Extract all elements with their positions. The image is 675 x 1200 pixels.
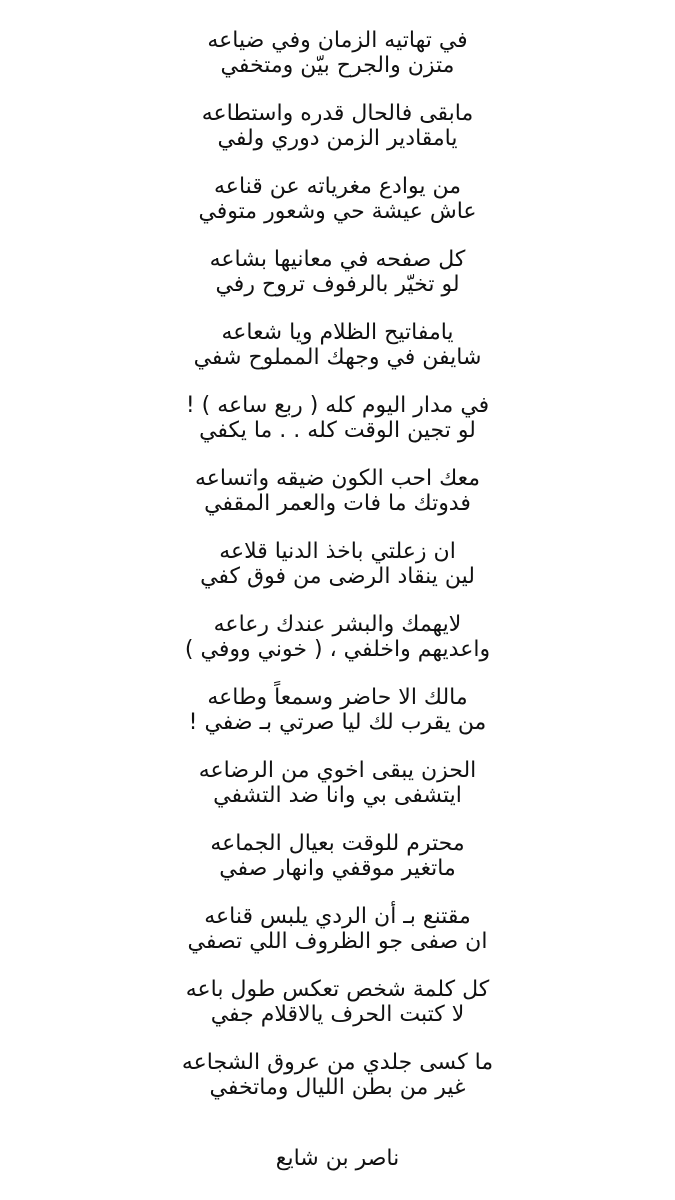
stanza (0, 758, 675, 831)
poem-line: ان زعلتي باخذ الدنيا قلاعه (219, 539, 456, 564)
poem-author: ناصر بن شايع (275, 1146, 400, 1171)
stanza (0, 466, 675, 539)
poem-line: في تهاتيه الزمان وفي ضياعه (207, 28, 468, 53)
poem-line: غير من بطن الليال وماتخفي (209, 1075, 466, 1100)
poem-line: لايهمك والبشر عندك رعاعه (213, 612, 462, 637)
stanza (0, 539, 675, 612)
poem-line: ان صفى جو الظروف اللي تصفي (187, 929, 488, 954)
poem-line: ما كسى جلدي من عروق الشجاعه (181, 1050, 494, 1075)
poem-line: متزن والجرح بيّن ومتخفي (220, 53, 455, 78)
stanza (0, 685, 675, 758)
stanza (0, 612, 675, 685)
poem-line: لو تخيّر بالرفوف تروح رفي (215, 272, 460, 297)
poem-line: فدوتك ما فات والعمر المقفي (204, 491, 471, 516)
poem-line: محترم للوقت بعيال الجماعه (210, 831, 465, 856)
stanza (0, 247, 675, 320)
poem-body (0, 28, 675, 1123)
poem-line: يامقادير الزمن دوري ولفي (217, 126, 458, 151)
poem-line: معك احب الكون ضيقه واتساعه (194, 466, 481, 491)
poem-line: عاش عيشة حي وشعور متوفي (198, 199, 477, 224)
stanza (0, 977, 675, 1050)
stanza (0, 393, 675, 466)
poem-line: لو تجين الوقت كله . . ما يكفي (199, 418, 476, 443)
poem-line: في مدار اليوم كله ( ربع ساعه ) ! (185, 393, 490, 418)
stanza (0, 1050, 675, 1123)
stanza (0, 28, 675, 101)
poem-line: شايفن في وجهك المملوح شفي (193, 345, 482, 370)
poem-line: لين ينقاد الرضى من فوق كفي (200, 564, 475, 589)
stanza (0, 101, 675, 174)
poem-line: كل كلمة شخص تعكس طول باعه (185, 977, 490, 1002)
poem-line: مقتنع بـ أن الردي يلبس قناعه (204, 904, 471, 929)
poem-line: كل صفحه في معانيها بشاعه (209, 247, 466, 272)
poem-line: مابقى فالحال قدره واستطاعه (201, 101, 474, 126)
poem-line: ماتغير موقفي وانهار صفي (219, 856, 456, 881)
poem-line: الحزن يبقى اخوي من الرضاعه (198, 758, 477, 783)
stanza (0, 831, 675, 904)
stanza (0, 320, 675, 393)
stanza (0, 904, 675, 977)
poem-line: ايتشفى بي وانا ضد التشفي (213, 783, 462, 808)
poem-line: يامفاتيح الظلام ويا شعاعه (221, 320, 454, 345)
poem-line: واعديهم واخلفي ، ( خوني ووفي ) (184, 637, 491, 662)
poem-line: من يوادع مغرياته عن قناعه (214, 174, 461, 199)
poem-line: مالك الا حاضر وسمعاً وطاعه (207, 685, 468, 710)
stanza (0, 174, 675, 247)
poem-line: لا كتبت الحرف يالاقلام جفي (210, 1002, 465, 1027)
poem-line: من يقرب لك ليا صرتي بـ ضفي ! (188, 710, 487, 735)
